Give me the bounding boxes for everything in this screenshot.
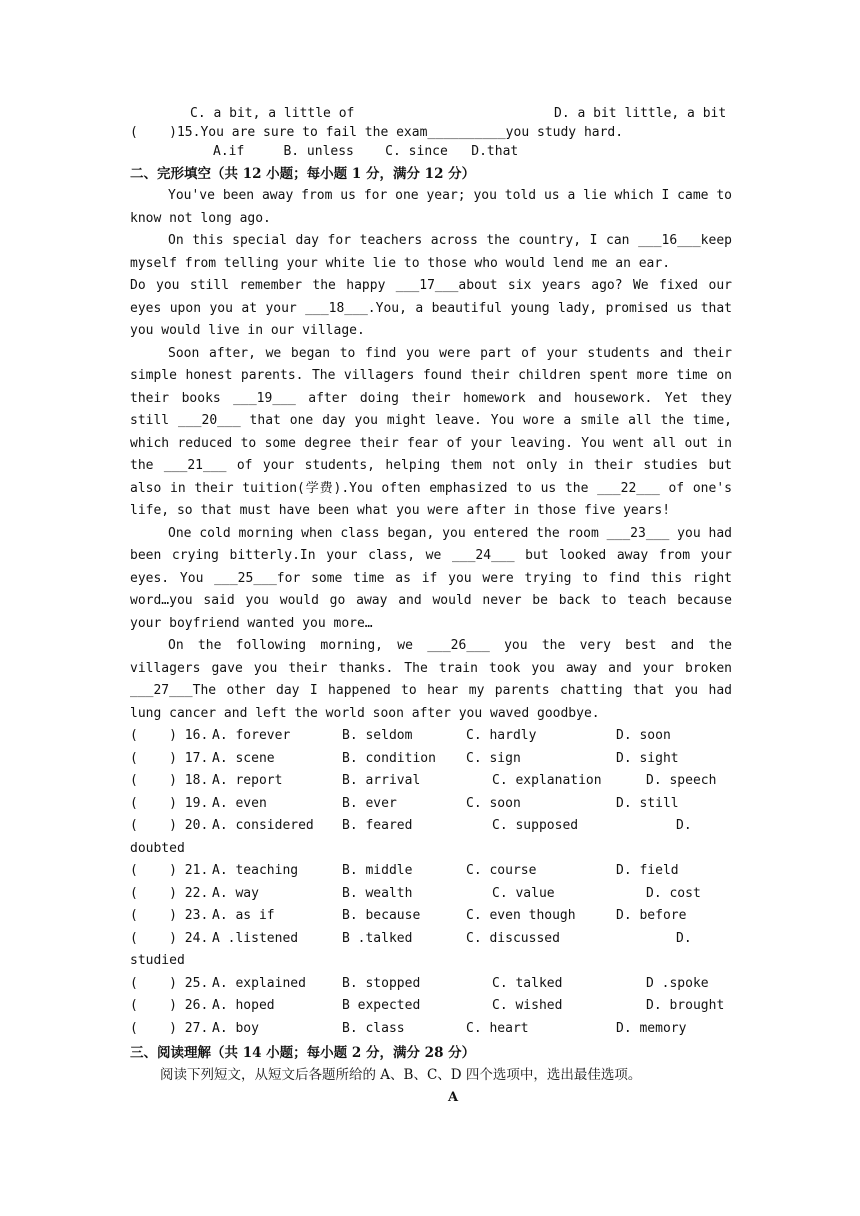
option-a: A. considered xyxy=(212,818,314,833)
paragraph-5: One cold morning when class began, you entered the room ___23___ you had been crying bitterly.In your class, we ___24___ but looked away from your eyes. You ___25___for some time as if you were trying to find this right word…you said you would go away and would never be back to teach because your boyfriend wanted you more… xyxy=(130,525,732,631)
question-number: ( ) 25. xyxy=(130,975,209,991)
question-number: ( ) 21. xyxy=(130,863,209,878)
option-d: D. cost xyxy=(646,885,701,901)
paragraph-1: You've been away from us for one year; you told us a lie which I came to know not long ago. xyxy=(130,188,732,226)
option-c: C. even though xyxy=(466,908,576,923)
option-d: D. xyxy=(676,818,692,833)
option-b: B. arrival xyxy=(342,773,421,788)
question-row xyxy=(130,883,732,906)
option-c: C. hardly xyxy=(466,728,537,743)
part-a-label: A xyxy=(448,1090,459,1105)
option-b: B. wealth xyxy=(342,885,413,901)
option-c: C. heart xyxy=(466,1020,529,1036)
option-c: C. discussed xyxy=(466,930,560,946)
option-a: A. teaching xyxy=(212,863,299,878)
option-d-wrapped: studied xyxy=(130,953,185,968)
option-c: C. soon xyxy=(466,795,521,811)
option-c: C. talked xyxy=(492,975,563,991)
option-d: D. xyxy=(676,930,692,946)
question-row xyxy=(130,995,732,1018)
question-row xyxy=(130,860,732,883)
option-b: B expected xyxy=(342,998,421,1013)
question-row xyxy=(130,815,732,838)
question-row xyxy=(130,1018,732,1041)
question-row xyxy=(130,973,732,996)
option-d: D. soon xyxy=(616,728,671,743)
question-number: ( ) 19. xyxy=(130,795,209,811)
section-3-heading: 三、阅读理解（共 14 小题；每小题 2 分，满分 28 分） xyxy=(130,1045,476,1061)
q14-option-d: D. a bit little, a bit xyxy=(554,106,727,121)
q15-options: A.if B. unless C. since D.that xyxy=(213,144,519,159)
option-c: C. course xyxy=(466,863,537,878)
option-b: B. stopped xyxy=(342,975,421,991)
option-a: A. as if xyxy=(212,908,275,923)
option-d: D .spoke xyxy=(646,975,709,991)
question-row xyxy=(130,725,732,748)
option-a: A. explained xyxy=(212,975,306,991)
option-a: A. forever xyxy=(212,728,291,743)
question-number: ( ) 20. xyxy=(130,818,209,833)
option-b: B .talked xyxy=(342,930,413,946)
option-a: A. boy xyxy=(212,1020,259,1036)
paragraph-3: Do you still remember the happy ___17___about six years ago? We fixed our eyes upon you at your ___18___.You, a beautiful young lady, promised us that you would live in our village. xyxy=(130,278,732,338)
option-d: D. field xyxy=(616,863,679,878)
question-number: ( ) 27. xyxy=(130,1020,209,1036)
question-row xyxy=(130,928,732,951)
option-d: D. brought xyxy=(646,998,725,1013)
option-d: D. before xyxy=(616,908,687,923)
option-b: B. feared xyxy=(342,818,413,833)
option-b: B. because xyxy=(342,908,421,923)
question-row xyxy=(130,748,732,771)
option-c: C. value xyxy=(492,885,555,901)
paragraph-4: Soon after, we began to find you were part of your students and their simple honest parents. The villagers found their children spent more time on their books ___19___ after doing their homework and housework. Yet they still ___20___ that one day you might leave. You wore a smile all the time, which reduced to some degree their fear of your leaving. You went all out in the ___21___ of your students, helping them not only in their studies but also in their tuition(学费).You often emphasized to us the ___22___ of one's life, so that must have been what you were after in those five years! xyxy=(130,345,732,518)
question-row xyxy=(130,905,732,928)
question-number: ( ) 17. xyxy=(130,750,209,766)
option-a: A. hoped xyxy=(212,998,275,1013)
question-number: ( ) 26. xyxy=(130,998,209,1013)
cloze-passage xyxy=(130,185,732,725)
option-b: B. middle xyxy=(342,863,413,878)
option-a: A. even xyxy=(212,795,267,811)
option-b: B. condition xyxy=(342,750,436,766)
section-2-heading: 二、完形填空（共 12 小题；每小题 1 分，满分 12 分） xyxy=(130,166,476,182)
question-row-wrap xyxy=(130,950,732,973)
option-d: D. sight xyxy=(616,750,679,766)
option-b: B. ever xyxy=(342,795,397,811)
option-c: C. supposed xyxy=(492,818,579,833)
section-3-instruction: 阅读下列短文，从短文后各题所给的 A、B、C、D 四个选项中，选出最佳选项。 xyxy=(160,1067,642,1083)
option-a: A. scene xyxy=(212,750,275,766)
paragraph-6: On the following morning, we ___26___ you the very best and the villagers gave you their thanks. The train took you away and your broken ___27___The other day I happened to hear my parents chatting that you had lung cancer and left the world soon after you waved goodbye. xyxy=(130,638,732,721)
paragraph-2: On this special day for teachers across the country, I can ___16___keep myself from telling your white lie to those who would lend me an ear. xyxy=(130,233,732,271)
option-a: A. report xyxy=(212,773,283,788)
option-d: D. memory xyxy=(616,1020,687,1036)
q15-stem: ( )15.You are sure to fail the exam__________you study hard. xyxy=(130,125,624,140)
option-d: D. still xyxy=(616,795,679,811)
question-number: ( ) 23. xyxy=(130,908,209,923)
option-c: C. sign xyxy=(466,750,521,766)
option-b: B. seldom xyxy=(342,728,413,743)
question-row-wrap xyxy=(130,838,732,861)
option-d: D. speech xyxy=(646,773,717,788)
question-row xyxy=(130,793,732,816)
option-b: B. class xyxy=(342,1020,405,1036)
option-a: A. way xyxy=(212,885,259,901)
question-row xyxy=(130,770,732,793)
option-c: C. wished xyxy=(492,998,563,1013)
question-number: ( ) 18. xyxy=(130,773,209,788)
q14-option-c: C. a bit, a little of xyxy=(190,106,355,121)
question-number: ( ) 22. xyxy=(130,885,209,901)
option-d-wrapped: doubted xyxy=(130,840,185,856)
question-number: ( ) 24. xyxy=(130,930,209,946)
option-c: C. explanation xyxy=(492,773,602,788)
option-a: A .listened xyxy=(212,930,299,946)
question-number: ( ) 16. xyxy=(130,728,209,743)
